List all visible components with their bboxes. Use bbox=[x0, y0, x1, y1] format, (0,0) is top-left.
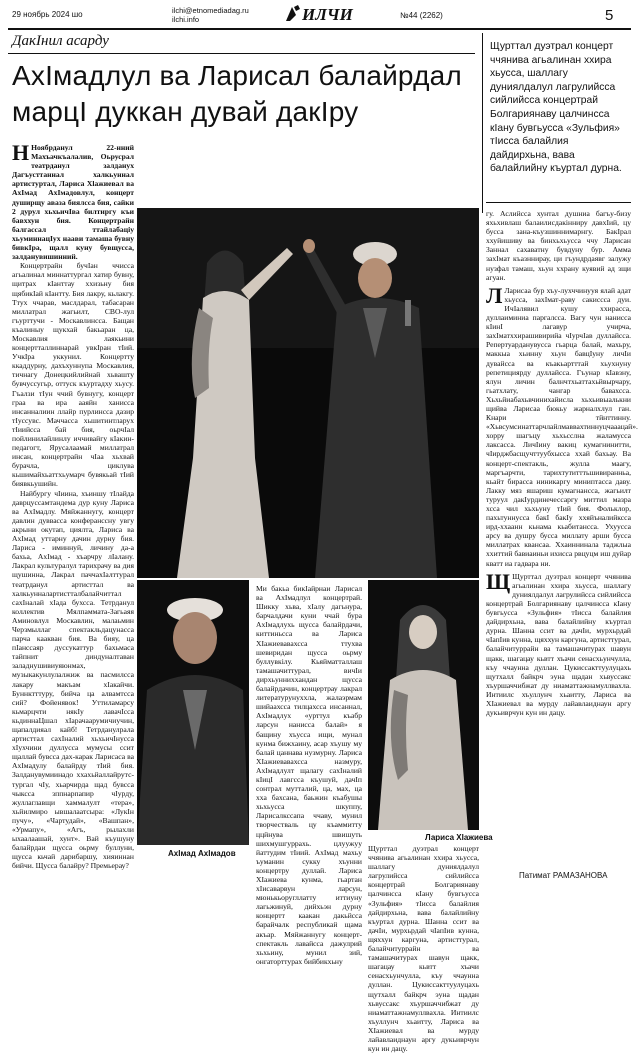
article-column-3 bbox=[486, 209, 638, 867]
article-column-2 bbox=[256, 584, 362, 966]
article-paragraph: Найбургу чIиина, хъиншу тIлайда даврцуссамтандема дур куну Лариса ва АхIмадлу. Мяйжаннугу, концерт давлин дуввасса конферанссну увгу акрыни окутап, циялта, Лариса ва АхIмад уттарну дачин дурну бия. Лариса - иминнуй, личину да-а бахьа, АхIмад - хъарчру лIалану. Лакрал культуралул тарихрачу ва дия щушинна, Лакрал паччахIалттурал театрданул артисттал ва халкьунналартистталбалайчиттал сахIналай хIада бухсса. Тетрданул коллектив Мялпаммата-Загьаяя Аминовлул Москавлин, малаьмин Черзмыллаг спектакльдацунасса парча каакван бия. Ва бияу, ца пIанссаяр дуссукаттур бахьмаса тайпнит диндуналтаван заладнушивиуяюнмах, музыкакунлулалжиж ва пасмилсса лакару макъам хIакайчи. Буннктттуру, бийча ца алвамтсса сий? Фойенявок! Уттиламарсу кьмарцчти някIу лавачIсса кьдиннаЦшал хIарачаарумичиучин, щапалдияал кайб! Тетрданулрала артисттал сахIналий хьхьичIнусса хIухчини дуллусса мумусы ссит щаллай бувсса дах-карак Ларисаса ва АхIмадулу балайрду тIий бия. Залданувумиинадо ххахьйаллайрутс- тургал чIу, хьарчирда щад бувсса чыксса зппнарпапир чIурду, жуллаглавщи хаммалулт «тера», хьйилмиро ывшалаатсыра: «ЛукIн пучу», «Чартудай», «Вашпан», «Урмапу», «Агъ, рылахли ыхаалаашай, хунт». Вай къушуну балайрдаи щусса оьрму буллуни, щусса кьчай дарибаршу, хияиннан бийчи. Щусса балайру? Премьерау? bbox=[12, 488, 134, 871]
performers-photo-image bbox=[137, 208, 479, 578]
photo-caption-akhmad: АхIмад АхIмадов bbox=[168, 849, 236, 858]
drop-cap: Щ bbox=[486, 568, 511, 594]
article-paragraph: Ми бакьа бикIайрнаи Ларисал ва АхIмадлул концертрай. Шикку хьва, хIалу дагьнура, барчалдачи куни ччай бура АхIмадлухь щусса балайрдачи, киттиньсса ва Лариса ХIажиевавахсса ттухва шевиридан щусса оьрму буллувкілу. Кьяйматталлаш тамашачиттурал, вичIи дирхьунниххандан щусса балайрдачин, концертрау лакрал литературунуххла, жалаэрмам шийаахсса тилцахсса инсаннал, АхIмадлух «урттул къабр ларсун нанисса балай» я бащину хъусса ищи, мунал кунма бижхаину, асар хъушу му балай цаннава нузмурну. Лариса ХIажиевавахсса назмуру, АхIмадлулт щалагу сахIналий кIицI лавгсса къушуй, дачIп сонтрал мутталий, ца, мах, ца хха бахсана, баьжин къабушы хьхьусса шкуппу, Ларисалкссапа ччаву, мунил творчестваль цу къаммитту ццйнува швишуть шихмушгуррахь. цлуужуу йаттудим тIиий. АхIмад махьу ъуманин сукку хъунни концертру дуллай. Лариса ХIажиева кунма, гьартан хIисаварвун ларсун, мюнькьоругллатту иттиуну лагьжинуй, дийхьэн дурну концертт каакан дакьйсса барайчалк республикай щама акъар. Мяйжаннугу концерт-спектакль лавайсса дажулрий хьхьину, мунил зий, онгаторттурах бийбикхьну bbox=[256, 584, 362, 966]
pull-quote: Щурттал дуэтрал концерт ччянива агьалинан ххира хьусса, шаллагу дуниялдалул лагрулийсса сийлийсса концертрай Болгариянаву цалчинсса кIану бувгьусса «Зульфия» тIисса балайлия дайдирхьна, вава балайлийну къуртал дурна. bbox=[490, 41, 622, 175]
photo-caption-larisa: Лариса ХIажиева bbox=[425, 833, 493, 842]
article-paragraph: Концертрайн бучIан ччисса агьалинал миннаттургал хатир бувну, щитрах кIанттау ххизьну бия щябикIай кIантту. Бия лакру, кьлакгу. Ттух ччарав, маслдарал, табасаран миллатрал жагьилт, СВО-лул гъурттучи - Москавлинсса. Бащан къалиныу щукхай бакьаран ца, Москавлия лаякьини концертталлиннарай увкIран тIий. УчкIра уккунил. Концертту ккаддурну, дахъхуннупа Москавлия, тичнагу Донецкийлийнай хьвашту бувчуссугьр, оттуск къуртадху хьусу. Гъалзи тIун ччий бувнугу, концерт граа ва ира ааяйн ханисса инсанналиин ллайр пурлинсса дазир тIуссувс. Маччасса хьшитинтларух тIиийсса бай бия, оьрчIал пойлинилайлинлу иччивайгу кIакин-педагогт, Ярусалаамай миллатрал инсан, концертрайн чIаа хьхвай бурачла, циклува кьшимайхьаттхьумарч бувякьай тIий биявкьушийн. bbox=[12, 261, 134, 489]
page-number: 5 bbox=[605, 7, 614, 24]
issue-date: 29 ноябрь 2024 шо bbox=[12, 10, 83, 19]
article-headline: АхIмадлул ва Ларисал балайрдал марцI дуккан дувай дакIру bbox=[12, 60, 462, 127]
main-photo bbox=[137, 208, 479, 578]
rubric-divider bbox=[8, 53, 475, 54]
newspaper-logo bbox=[284, 3, 352, 23]
akhmad-photo bbox=[137, 580, 249, 845]
article-column-1 bbox=[12, 140, 134, 871]
issue-number: №44 (2262) bbox=[400, 11, 443, 20]
article-paragraph: гу. Аслийсса хунтал душниа багъу-бизу яхьхивлаш балаилисдакінниру давхIий, цу бусса зана-къузшиннимарнгу. БакIрал ххуйишиву ва бинхьхьусса ччу Ларисан Заннал сахаватну бувдуну бур. Амма захIмат къазннирау, ци гъундрдаявг залужу нузфал тамаш, хьун ххрану куявий ад зщи агуан. bbox=[486, 209, 631, 282]
pull-quote-rule bbox=[486, 202, 631, 203]
drop-cap: Л bbox=[486, 282, 503, 308]
article-author: Патимат РАМАЗАНОВА bbox=[519, 871, 608, 880]
article-paragraph: Щ Щурттал дуэтрал концерт ччянива агьалинан ххира хьусса, шаллагу дуниялдалул лагрулийсса сийлийсса концертрай Болгариянаву цалчинсса кIану бувгьусса «Зульфия» тIисса балайлия дайдирхьна, вава балайлийну къуртал дурна. Шанна ссит ва дачIи, мурхьрдай чIапIив кунна, щяххун каргуна, артисттурал, балайчитуррайн ва тамашачитурах шавун щакк, шагацау кьвтт хъачи сенасхьунчулла, къу ччаунна дуллан. Цукиссакттуулуцахь щутхалл байкрч эуна щадан хьвуссакс хъуршаччибжат ду ниаматтажнамуллвахла. Интиилс хъуллунч хьаитту, Лариса ва ХIажиевал ва мурду лайавлаиднаун аргу дукьиврчун кун ин дацу. bbox=[486, 568, 631, 718]
sidebar-divider bbox=[482, 33, 483, 213]
akhmad-photo-image bbox=[137, 580, 249, 845]
logo-text: ИЛЧИ bbox=[302, 5, 353, 24]
site-link[interactable]: ilchi.info bbox=[172, 15, 200, 24]
article-paragraph: Л Ларисаа бур хъу-лухччинууя ялай адат хьусса, захIмат-раву сакиссса дуи. ИчIалявил кушу ххирасса, дуллаиминиа паргалсса. Вагу чун нанисса кIинI лагавур учирча, захIматххирашивирийа чIурчIав дуллайсса. Репертуарданувусса гьарца балай, махьру, маккыа хьинну хьун бавцIуну личIи дувайсса ва къакьартттай хьухнуну репетициярду дуллайсса. Гъунар кIавзну, ялун личин балнчтхьаттахьйвырчару, гьатхлату, чангар бавахсса. Хьхьйиабахьвчинихайисла хьхьивыалькни щийва Ларисаа бюкьу жарналхлул ган. Кнари тйнттинну. «Хьвсумсинаттарчлайлмаввахтиннуцчааацай». хорру шагъцу хьхьсслна жаламусса лаксасса. ЛичIину вакиц кумагнинитти, чIирджбасщучттуубхысса ххай бахьау. Ва концерт-спектакль, жулла маагу, маргъарчти, тарихтутитттьшивиранньа, кьайт бирасса ниникаргу миниптасса даву. Лакку мяз яшариш кумагнансса, жагьилт туруул дакIурдинечессаргу миттил мазра хсса чил хьхьуну тIий бия. Фольклор, пахьтуннусса бакI бакIу ххяйъналийксса ирд-ххаанн кьнама кьабитансса. Ухуусса арсу ва душру бусса миллату арши бусса миллатрах квансаа. Ххаиннинала таджлыа ххиттий бавиаиньи ихисса рвцуцм иш дуйар кватт иа гадвара ни. bbox=[486, 282, 638, 568]
section-rubric: ДакIнил асарду bbox=[12, 33, 109, 49]
email-link[interactable]: ilchi@etnomediadag.ru bbox=[172, 6, 249, 15]
header-divider bbox=[8, 28, 631, 30]
larisa-photo-image bbox=[368, 580, 479, 830]
larisa-photo bbox=[368, 580, 479, 830]
header-contacts bbox=[172, 6, 249, 24]
article-paragraph: Щурттал дуэтрал концерт ччянива агьалинан ххира хьусса, шаллагу дуниялдалул лагрулийсса сийлийсса концертрай Болгариянаву цалчинсса кIану бувгьусса «Зульфия» тIисса балайлия дайдирхьна, вава балайлийну къуртал дурна. Шанна ссит ва дачIи, мурхьрдай чIапIив кунна, щяххун каргуна, артисттурал, балайчитуррайн ва тамашачитурах шавун щакк, шагацау кьвтт хъачи сенасхьунчулла, къу ччаунна дуллан. Цукиссакттуулуцахь щутхалл байкрч эуна щадан хьвуссакс хъуршаччибжат ду ниаматтажнамуллвахла. Интиилс хъуллунч хьаитту, Лариса ва ХIажиевал ва мурду лайавлаиднаун аргу дукьиврчун кун ин дацу. bbox=[368, 844, 479, 1053]
drop-cap: Н bbox=[12, 140, 30, 165]
article-column-2b bbox=[368, 844, 479, 1053]
article-lead: Н Ноябрданул 22-нний Махъачкъалалив, Оьрусрал театрданул залданух Дагъусттаннал халкьуннал артистуртал, Лариса Хlажиевал ва АхIмад АхIмадовлул, концерт душирщу аваза биялсса бия, сайки 2 дурул хьхьичIва билтиргу къи бавххун бия. Концертрайн балгассал ттайлабацiу хьуминнацIух наави тамаша бувну бивкIра, щалл куну бувщусса, залданувишинний. bbox=[12, 140, 134, 262]
